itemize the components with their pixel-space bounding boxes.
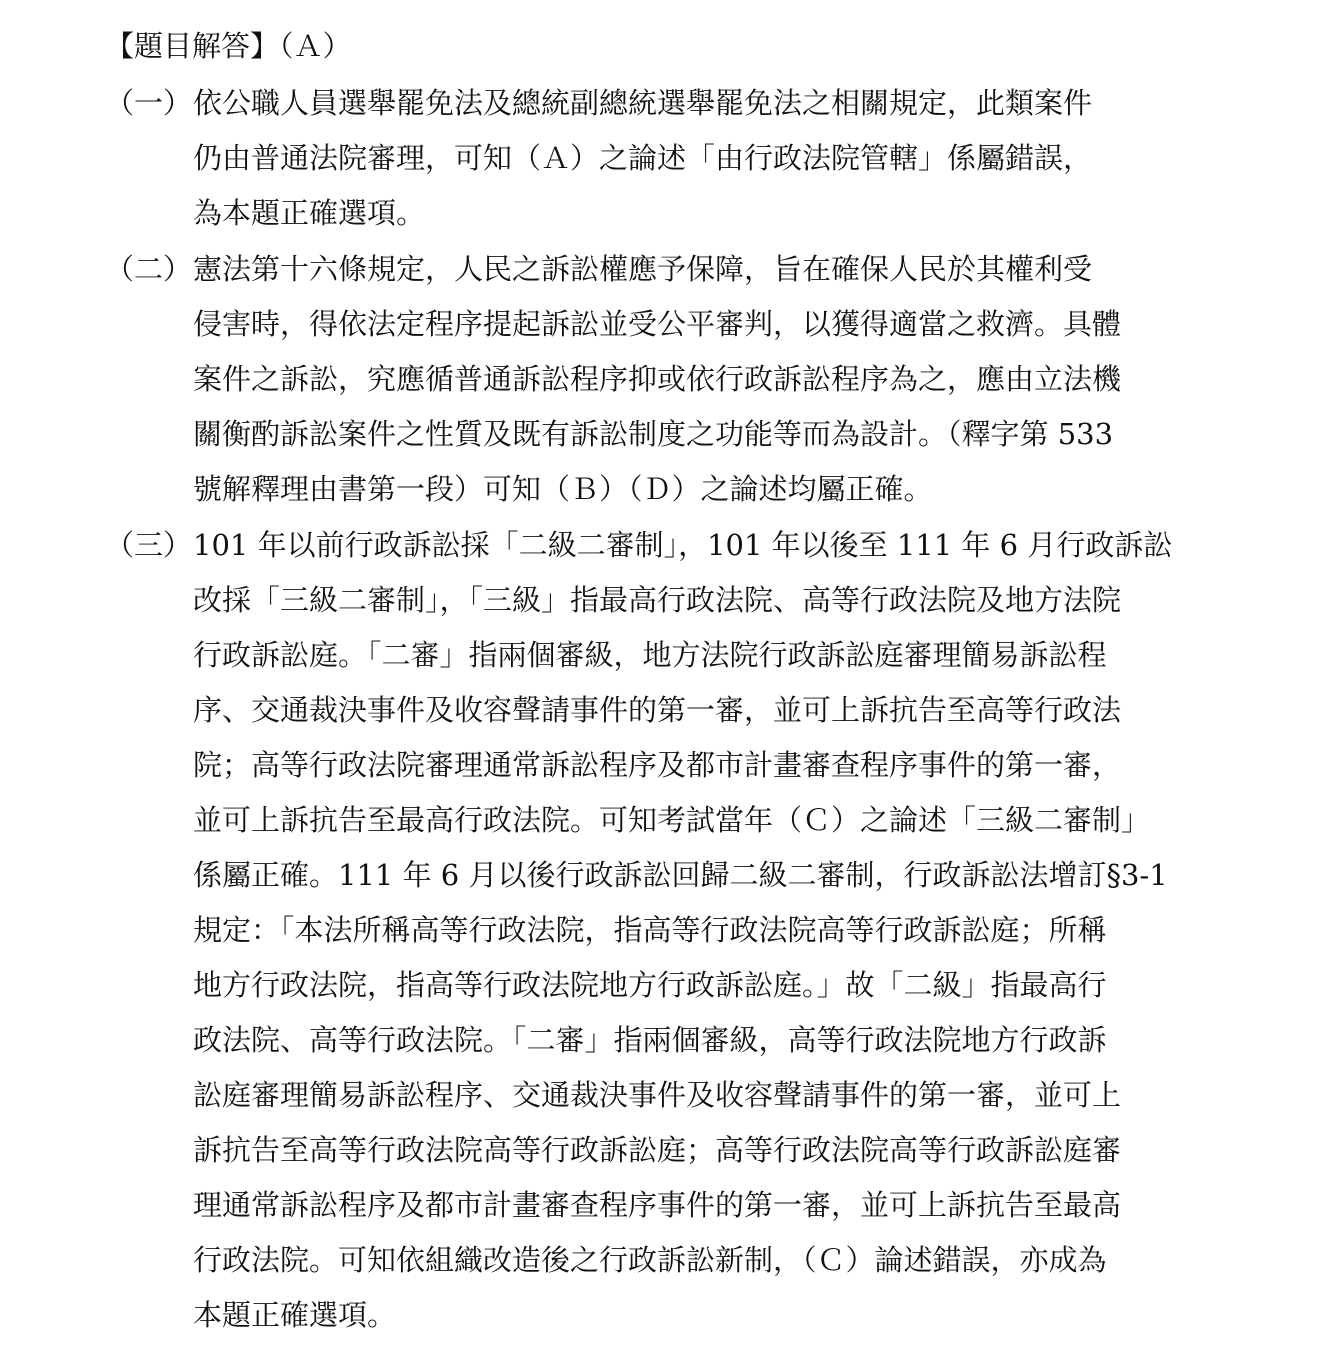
section-2-line-4: 關衡酌訴訟案件之性質及既有訴訟制度之功能等而為設計。（釋字第 533	[193, 417, 1114, 451]
section-3-line-13: 理通常訴訟程序及都市計畫審查程序事件的第一審，並可上訴抗告至最高	[193, 1188, 1122, 1222]
section-3-line-3: 行政訴訟庭。「二審」指兩個審級，地方法院行政訴訟庭審理簡易訴訟程	[193, 638, 1107, 672]
section-3-line-15: 本題正確選項。	[193, 1298, 397, 1332]
section-2-line-2: 侵害時，得依法定程序提起訴訟並受公平審判，以獲得適當之救濟。具體	[193, 307, 1122, 341]
section-1-line-3: 為本題正確選項。	[193, 196, 426, 230]
section-1-line-2: 仍由普通法院審理，可知（Ａ）之論述「由行政法院管轄」係屬錯誤，	[193, 141, 1093, 175]
section-3-line-8: 規定：「本法所稱高等行政法院，指高等行政法院高等行政訴訟庭；所稱	[193, 913, 1107, 947]
section-3-line-4: 序、交通裁決事件及收容聲請事件的第一審，並可上訴抗告至高等行政法	[193, 693, 1122, 727]
section-1-line-1: 依公職人員選舉罷免法及總統副總統選舉罷免法之相關規定，此類案件	[193, 86, 1093, 120]
section-2-line-3: 案件之訴訟，究應循普通訴訟程序抑或依行政訴訟程序為之，應由立法機	[193, 362, 1122, 396]
section-marker-1: （一）	[105, 86, 193, 120]
section-3-line-5: 院；高等行政法院審理通常訴訟程序及都市計畫審查程序事件的第一審，	[193, 748, 1122, 782]
section-3-line-1: 101 年以前行政訴訟採「二級二審制」，101 年以後至 111 年 6 月行政訴訟	[193, 528, 1173, 562]
section-3-line-6: 並可上訴抗告至最高行政法院。可知考試當年（Ｃ）之論述「三級二審制」	[193, 803, 1151, 837]
section-marker-3: （三）	[105, 528, 193, 562]
section-3-line-10: 政法院、高等行政法院。「二審」指兩個審級，高等行政法院地方行政訴	[193, 1023, 1107, 1057]
section-3-line-14: 行政法院。可知依組織改造後之行政訴訟新制，（Ｃ）論述錯誤，亦成為	[193, 1243, 1107, 1277]
section-marker-2: （二）	[105, 252, 193, 286]
section-3-line-7: 係屬正確。111 年 6 月以後行政訴訟回歸二級二審制，行政訴訟法增訂§3-1	[193, 858, 1168, 892]
answer-heading: 【題目解答】（Ａ）	[105, 29, 352, 63]
section-3-line-2: 改採「三級二審制」，「三級」指最高行政法院、高等行政法院及地方法院	[193, 583, 1122, 617]
section-2-line-5: 號解釋理由書第一段）可知（Ｂ）（Ｄ）之論述均屬正確。	[193, 472, 933, 506]
section-3-line-11: 訟庭審理簡易訴訟程序、交通裁決事件及收容聲請事件的第一審，並可上	[193, 1078, 1122, 1112]
section-3-line-12: 訴抗告至高等行政法院高等行政訴訟庭；高等行政法院高等行政訴訟庭審	[193, 1133, 1122, 1167]
section-2-line-1: 憲法第十六條規定，人民之訴訟權應予保障，旨在確保人民於其權利受	[193, 252, 1093, 286]
section-3-line-9: 地方行政法院，指高等行政法院地方行政訴訟庭。」故「二級」指最高行	[193, 968, 1107, 1002]
